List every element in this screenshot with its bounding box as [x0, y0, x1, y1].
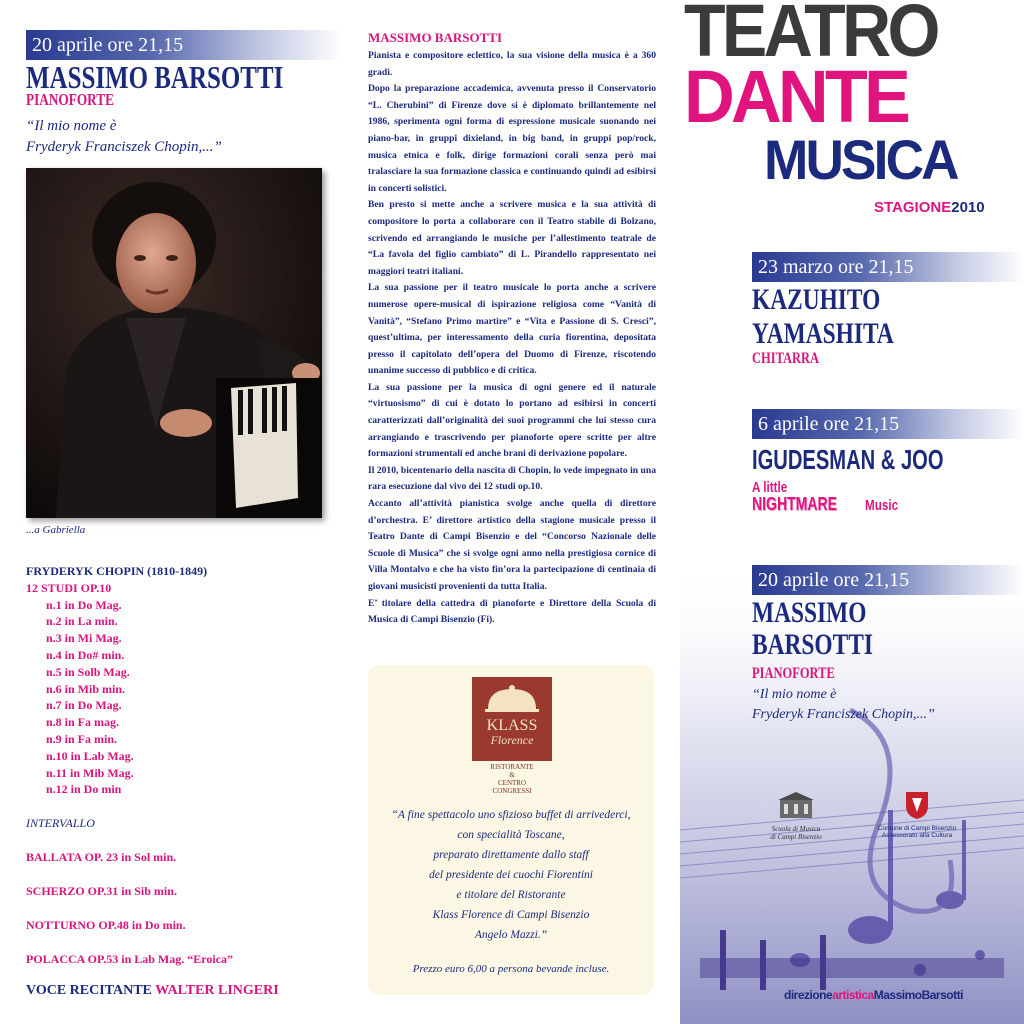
study-item: n.10 in Lab Mag.: [46, 748, 134, 763]
study-item: n.11 in Mib Mag.: [46, 765, 134, 780]
programme-item: POLACCA OP.53 in Lab Mag. “Eroica”: [26, 952, 234, 966]
artist-name-text: KAZUHITO: [752, 283, 881, 316]
pianist-photo: [26, 168, 322, 518]
tagline-text: NIGHTMARE: [752, 494, 838, 514]
restaurant-text-line: preparato direttamente dallo staff: [433, 849, 589, 861]
cloche-icon: [482, 683, 542, 713]
study-item: n.3 in Mi Mag.: [46, 631, 122, 646]
school-logo: [756, 790, 836, 841]
tagline-text: Music: [865, 497, 899, 514]
bio-paragraph: Pianista e compositore eclettico, la sua visione della musica è a 360 gradi.: [368, 50, 656, 78]
studies-list: [26, 597, 207, 799]
restaurant-text-line: Klass Florence di Campi Bisenzio: [432, 909, 590, 921]
artist-name-text: MASSIMO BARSOTTI: [26, 59, 284, 95]
cover-title-text: TEATRO: [684, 0, 937, 72]
artistic-director-credit: [784, 988, 963, 1002]
study-item: n.7 in Do Mag.: [46, 698, 122, 713]
bio-paragraph: Accanto all’attività pianistica svolge anche quella di direttore d’orchestra. E’ direttore artistico della stagione musicale presso il Teatro Dante di Campi Bisenzio e del “Concorso Nazionale delle Scuole di Musica” che si svolge ogni anno nella prestigiosa cornice di Villa Montalvo e che ha visto fin’ora la partecipazione di centinaia di giovani musicisti provenienti da tutta Italia.: [368, 498, 656, 592]
event-1-instrument: [752, 350, 838, 368]
restaurant-text-line: del presidente dei cuochi Fiorentini: [429, 869, 593, 881]
intermission-label: INTERVALLO: [26, 816, 95, 830]
coat-of-arms-icon: [904, 790, 930, 820]
event-3-artist: [752, 597, 907, 661]
concert-date: 20 aprile ore 21,15: [32, 34, 184, 56]
quote-line-2: Fryderyk Franciszek Chopin,...”: [752, 707, 935, 722]
bio-paragraph: La sua passione per la musica di ogni genere ed il naturale “virtuosismo” di cui è dotato lo portano ad esibirsi in concerti caratterizzati dall’originalità dei suoi programmi che lui stesso cura arrangiando e trascrivendo per pianoforte opere scritte per altre formazioni strumentali ed anche brani di derivazione popolare.: [368, 381, 656, 460]
event-3-quote: [752, 685, 935, 725]
credit-part: direzione: [784, 988, 833, 1002]
event-3-instrument: [752, 665, 858, 683]
restaurant-text-line: Angelo Mazzi.”: [474, 929, 548, 941]
work-heading: 12 STUDI OP.10: [26, 580, 112, 595]
school-logo-text: di Campi Bisenzio: [770, 833, 822, 841]
pianist-illustration: [26, 168, 322, 518]
event-2-artist: [752, 444, 1018, 476]
programme-item: BALLATA OP. 23 in Sol min.: [26, 850, 177, 864]
season-word: STAGIONE: [874, 199, 952, 216]
bio-paragraph: Il 2010, bicentenario della nascita di Chopin, lo vede impegnato in una rara esecuzione dal vivo dei 12 studi op.10.: [368, 464, 656, 493]
instrument-text: CHITARRA: [752, 350, 820, 367]
comune-logo-text: Assessorato alla Cultura: [881, 832, 953, 839]
season-label: [874, 199, 985, 216]
concert-quote: [26, 116, 222, 158]
artist-name: [26, 60, 356, 94]
restaurant-text-line: “A fine spettacolo uno sfizioso buffet di arrivederci,: [391, 809, 631, 821]
quote-line-2: Fryderyk Franciszek Chopin,...”: [26, 139, 222, 155]
bio-paragraph: E’ titolare della cattedra di pianoforte e Direttore della Scuola di Musica di Campi Bisenzio (Fi).: [368, 597, 656, 626]
study-item: n.5 in Solb Mag.: [46, 664, 130, 679]
event-date: 23 marzo ore 21,15: [758, 256, 914, 278]
bio-text: [368, 48, 656, 629]
artist-name-text: BARSOTTI: [752, 628, 873, 661]
study-item: n.9 in Fa min.: [46, 731, 118, 746]
bio-paragraph: Dopo la preparazione accademica, avvenuta presso il Conservatorio “L. Cherubini” di Firenze dove si è diplomato brillantemente nel 1986, sperimenta ogni forma di espressione musicale suonando nei piano-bar, in gruppi dixieland, in big band, in gruppi pop/rock, musica etnica e folk, dirige formazioni corali senza però mai tralasciare la sua formazione classica e continuando quindi ad esibirsi in concerti solistici.: [368, 83, 656, 194]
logo-sub-text: CONGRESSI: [492, 787, 532, 795]
klass-logo-subtitle: Florence: [490, 733, 534, 747]
klass-logo: [472, 677, 552, 761]
instrument-text: PIANOFORTE: [26, 90, 114, 109]
event-date: 6 aprile ore 21,15: [758, 413, 900, 435]
logo-sub-text: RISTORANTE: [490, 763, 534, 771]
event-2-tagline: [752, 480, 908, 514]
building-icon: [776, 790, 816, 820]
bio-heading: MASSIMO BARSOTTI: [368, 30, 502, 45]
event-1-artist: [752, 283, 934, 351]
study-item: n.4 in Do# min.: [46, 647, 125, 662]
klass-logo-title: KLASS: [486, 717, 538, 734]
composer-heading: FRYDERYK CHOPIN (1810-1849): [26, 564, 208, 578]
study-item: n.8 in Fa mag.: [46, 715, 120, 730]
buffet-price: Prezzo euro 6,00 a persona bevande incluse.: [412, 963, 610, 975]
study-item: n.1 in Do Mag.: [46, 597, 122, 612]
instrument-label: [26, 91, 139, 109]
event-3-date-band: [752, 565, 1024, 595]
cover-title-musica: [764, 128, 967, 191]
programme-item: NOTTURNO OP.48 in Do min.: [26, 918, 186, 932]
artist-name-text: YAMASHITA: [752, 317, 894, 350]
tagline-text: A little: [752, 479, 788, 496]
cover-title-text: DANTE: [684, 55, 908, 138]
study-item: n.12 in Do min: [46, 782, 122, 797]
cover-title-dante: [684, 55, 919, 138]
season-year: 2010: [951, 199, 985, 216]
instrument-text: PIANOFORTE: [752, 665, 835, 682]
restaurant-text-line: e titolare del Ristorante: [456, 889, 566, 901]
artist-name-text: MASSIMO: [752, 596, 867, 629]
comune-logo: [862, 790, 972, 839]
restaurant-box: [368, 665, 654, 995]
voice-credit: [26, 983, 279, 999]
quote-line-1: “Il mio nome è: [752, 687, 837, 702]
photo-caption: ...a Gabriella: [26, 524, 86, 536]
restaurant-text: [368, 805, 654, 945]
school-logo-text: Scuola di Musica: [771, 825, 821, 833]
credit-part: MassimoBarsotti: [873, 988, 963, 1002]
event-date: 20 aprile ore 21,15: [758, 569, 910, 591]
programme-item: SCHERZO OP.31 in Sib min.: [26, 884, 177, 898]
voice-name: WALTER LINGERI: [155, 983, 279, 998]
comune-logo-text: Comune di Campi Bisenzio: [877, 825, 957, 832]
bio-paragraph: Ben presto si mette anche a scrivere musica e la sua attività di compositore lo porta a collaborare con il Teatro stabile di Bolzano, scrivendo ed arrangiando le musiche per l’allestimento teatrale de “La favola del figlio cambiato” di L. Pirandello rappresentato nei maggiori teatri italiani.: [368, 199, 656, 277]
bio-paragraph: La sua passione per il teatro musicale lo porta anche a scrivere numerose opere-musical di ispirazione religiosa come “Vanità di Vanità”, “Stefano Primo martire” e “Vita e Passione di S. Cresci”, quest’ultima, per interessamento della curia fiorentina, depositata presso il capitolato dell’opera del Duomo di Firenze, riscotendo unanime successo di pubblico e di critica.: [368, 282, 656, 377]
event-1-date-band: [752, 252, 1024, 282]
klass-logo-caption: [462, 763, 562, 795]
date-band: [26, 30, 342, 60]
event-2-date-band: [752, 409, 1024, 439]
quote-line-1: “Il mio nome è: [26, 118, 117, 134]
artist-name-text: IGUDESMAN & JOO: [752, 444, 944, 475]
voice-label: VOCE RECITANTE: [26, 983, 152, 998]
programme: [26, 563, 207, 798]
restaurant-text-line: con specialità Toscane,: [457, 829, 565, 841]
logo-sub-text: &: [509, 771, 515, 779]
study-item: n.2 in La min.: [46, 614, 118, 629]
study-item: n.6 in Mib min.: [46, 681, 126, 696]
cover-title-text: MUSICA: [764, 128, 957, 191]
credit-part: artistica: [832, 988, 874, 1002]
logo-sub-text: CENTRO: [498, 779, 526, 787]
